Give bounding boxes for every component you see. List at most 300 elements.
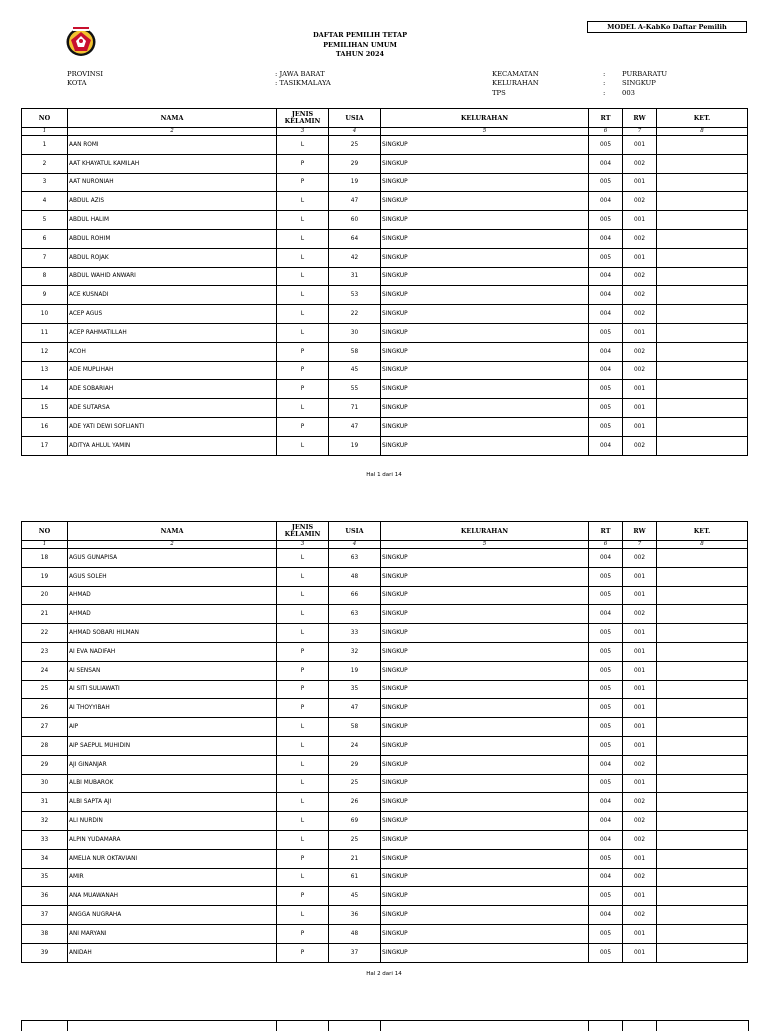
cell-rt: 004	[589, 286, 623, 305]
cell-ket	[657, 924, 748, 943]
cell-kelurahan: SINGKUP	[381, 342, 589, 361]
cell-rt: 005	[589, 887, 623, 906]
value-tps: 003	[622, 88, 635, 97]
cell-ket	[657, 624, 748, 643]
cell-rw: 001	[623, 248, 657, 267]
cell-no: 30	[22, 774, 68, 793]
table-row	[22, 549, 748, 568]
cell-ket	[657, 906, 748, 925]
cell-usia: 19	[329, 661, 381, 680]
cell-nama: ANI MARYANI	[68, 924, 277, 943]
cell-rt: 005	[589, 173, 623, 192]
cell-usia: 29	[329, 755, 381, 774]
table-row	[22, 887, 748, 906]
cell-nama: AI EVA NADIFAH	[68, 642, 277, 661]
cell-rt: 005	[589, 736, 623, 755]
cell-jenis-kelamin: L	[277, 248, 329, 267]
document-title	[260, 31, 460, 60]
cell-no: 28	[22, 736, 68, 755]
cell-rw: 001	[623, 699, 657, 718]
cell-ket	[657, 305, 748, 324]
cell-rt: 004	[589, 436, 623, 455]
cell-rw: 002	[623, 305, 657, 324]
column-index: 7	[623, 541, 657, 549]
value-provinsi: : JAWA BARAT	[275, 70, 325, 78]
cell-jenis-kelamin: L	[277, 624, 329, 643]
cell-ket	[657, 361, 748, 380]
cell-nama: ALBI SAPTA AJI	[68, 793, 277, 812]
cell-rw: 001	[623, 380, 657, 399]
cell-rw: 001	[623, 567, 657, 586]
cell-nama: AHMAD SOBARI HILMAN	[68, 624, 277, 643]
cell-kelurahan: SINGKUP	[381, 267, 589, 286]
cell-rt: 004	[589, 229, 623, 248]
cell-rt: 005	[589, 323, 623, 342]
table-row	[22, 661, 748, 680]
cell-rw: 002	[623, 436, 657, 455]
cell-rt: 004	[589, 361, 623, 380]
cell-usia: 22	[329, 305, 381, 324]
cell-jenis-kelamin: L	[277, 305, 329, 324]
cell-rw: 001	[623, 849, 657, 868]
cell-nama: AHMAD	[68, 586, 277, 605]
cell-nama: AIP	[68, 718, 277, 737]
title-line: TAHUN 2024	[335, 50, 385, 58]
colon: :	[603, 79, 606, 88]
cell-usia: 21	[329, 849, 381, 868]
cell-rw: 002	[623, 154, 657, 173]
cell-nama: AAN ROMI	[68, 136, 277, 155]
header-no: NO	[22, 522, 68, 541]
cell-nama: AIP SAEPUL MUHIDIN	[68, 736, 277, 755]
title-line: PEMILIHAN UMUM	[323, 40, 397, 49]
cell-rw: 002	[623, 793, 657, 812]
cell-rw: 001	[623, 680, 657, 699]
cell-ket	[657, 154, 748, 173]
cell-rt: 004	[589, 192, 623, 211]
cell-usia: 58	[329, 718, 381, 737]
cell-rt: 005	[589, 586, 623, 605]
cell-kelurahan: SINGKUP	[381, 680, 589, 699]
cell-jenis-kelamin: P	[277, 154, 329, 173]
cell-jenis-kelamin: L	[277, 605, 329, 624]
cell-jenis-kelamin: L	[277, 567, 329, 586]
cell-usia: 42	[329, 248, 381, 267]
table-row	[22, 605, 748, 624]
column-index: 7	[623, 128, 657, 136]
cell-rw: 002	[623, 361, 657, 380]
column-index: 5	[381, 541, 589, 549]
cell-rw: 001	[623, 173, 657, 192]
cell-kelurahan: SINGKUP	[381, 718, 589, 737]
cell-nama: ABDUL WAHID ANWARI	[68, 267, 277, 286]
table-row	[22, 924, 748, 943]
cell-kelurahan: SINGKUP	[381, 812, 589, 831]
cell-ket	[657, 943, 748, 962]
cell-no: 11	[22, 323, 68, 342]
cell-rw: 001	[623, 736, 657, 755]
cell-rt: 005	[589, 680, 623, 699]
page-footer: Hal 2 dari 14	[366, 971, 402, 977]
cell-kelurahan: SINGKUP	[381, 323, 589, 342]
model-label: MODEL A-KabKo Daftar Pemilih	[587, 21, 747, 33]
cell-rt: 005	[589, 624, 623, 643]
cell-no: 39	[22, 943, 68, 962]
cell-jenis-kelamin: L	[277, 868, 329, 887]
header-no: NO	[22, 109, 68, 128]
cell-rt: 005	[589, 211, 623, 230]
cell-nama: ABDUL ROJAK	[68, 248, 277, 267]
cell-kelurahan: SINGKUP	[381, 361, 589, 380]
cell-kelurahan: SINGKUP	[381, 173, 589, 192]
cell-usia: 32	[329, 642, 381, 661]
cell-nama: ADE SUTARSA	[68, 399, 277, 418]
cell-usia: 30	[329, 323, 381, 342]
table-row	[22, 305, 748, 324]
cell-ket	[657, 436, 748, 455]
cell-usia: 53	[329, 286, 381, 305]
header-kelamin: KELAMIN	[284, 117, 321, 125]
location-labels	[492, 70, 539, 98]
cell-ket	[657, 586, 748, 605]
cell-kelurahan: SINGKUP	[381, 736, 589, 755]
cell-no: 21	[22, 605, 68, 624]
cell-kelurahan: SINGKUP	[381, 661, 589, 680]
cell-usia: 63	[329, 549, 381, 568]
cell-ket	[657, 173, 748, 192]
table-row	[22, 323, 748, 342]
cell-jenis-kelamin: L	[277, 718, 329, 737]
cell-no: 32	[22, 812, 68, 831]
header-nama: NAMA	[68, 522, 277, 541]
cell-kelurahan: SINGKUP	[381, 774, 589, 793]
cell-jenis-kelamin: L	[277, 211, 329, 230]
column-index: 2	[68, 541, 277, 549]
cell-no: 25	[22, 680, 68, 699]
cell-kelurahan: SINGKUP	[381, 943, 589, 962]
cell-no: 35	[22, 868, 68, 887]
cell-jenis-kelamin: P	[277, 849, 329, 868]
header-jenis: JENIS	[291, 523, 314, 532]
cell-ket	[657, 323, 748, 342]
region-values	[275, 70, 331, 89]
header-jenis-kelamin	[277, 109, 329, 128]
cell-kelurahan: SINGKUP	[381, 793, 589, 812]
cell-rt: 004	[589, 549, 623, 568]
table-row	[22, 699, 748, 718]
cell-rt: 004	[589, 812, 623, 831]
table-row	[22, 849, 748, 868]
cell-nama: ACEP AGUS	[68, 305, 277, 324]
cell-rw: 001	[623, 943, 657, 962]
cell-rt: 004	[589, 342, 623, 361]
column-index: 4	[329, 541, 381, 549]
cell-rt: 004	[589, 793, 623, 812]
table-row	[22, 642, 748, 661]
cell-nama: ACE KUSNADI	[68, 286, 277, 305]
cell-rt: 005	[589, 661, 623, 680]
cell-nama: ABDUL AZIS	[68, 192, 277, 211]
cell-nama: ANIDAH	[68, 943, 277, 962]
header-rt: RT	[589, 522, 623, 541]
cell-nama: AI THOYYIBAH	[68, 699, 277, 718]
table-row	[22, 567, 748, 586]
header-kelurahan: KELURAHAN	[381, 109, 589, 128]
location-values	[622, 70, 667, 98]
cell-ket	[657, 793, 748, 812]
cell-rt: 004	[589, 830, 623, 849]
cell-rw: 002	[623, 830, 657, 849]
cell-rw: 001	[623, 718, 657, 737]
cell-no: 34	[22, 849, 68, 868]
cell-no: 13	[22, 361, 68, 380]
cell-no: 14	[22, 380, 68, 399]
cell-ket	[657, 680, 748, 699]
cell-no: 31	[22, 793, 68, 812]
cell-no: 20	[22, 586, 68, 605]
cell-kelurahan: SINGKUP	[381, 830, 589, 849]
column-index: 1	[22, 128, 68, 136]
table-row	[22, 812, 748, 831]
cell-jenis-kelamin: P	[277, 680, 329, 699]
cell-usia: 31	[329, 267, 381, 286]
cell-usia: 48	[329, 567, 381, 586]
cell-no: 3	[22, 173, 68, 192]
cell-rw: 001	[623, 661, 657, 680]
cell-no: 37	[22, 906, 68, 925]
cell-usia: 45	[329, 887, 381, 906]
label-provinsi: PROVINSI	[67, 70, 104, 78]
cell-usia: 45	[329, 361, 381, 380]
table-row	[22, 736, 748, 755]
table-row	[22, 154, 748, 173]
cell-nama: AGUS GUNAPISA	[68, 549, 277, 568]
cell-jenis-kelamin: L	[277, 267, 329, 286]
cell-ket	[657, 380, 748, 399]
cell-usia: 66	[329, 586, 381, 605]
cell-kelurahan: SINGKUP	[381, 286, 589, 305]
header-ket: KET.	[657, 522, 748, 541]
cell-rw: 001	[623, 136, 657, 155]
cell-rt: 004	[589, 906, 623, 925]
cell-nama: ADE MUPLIHAH	[68, 361, 277, 380]
cell-rw: 002	[623, 906, 657, 925]
cell-no: 27	[22, 718, 68, 737]
voter-table-page-2	[21, 521, 748, 963]
value-kota: : TASIKMALAYA	[275, 79, 331, 88]
column-index-row	[22, 541, 748, 549]
cell-rw: 002	[623, 286, 657, 305]
cell-jenis-kelamin: L	[277, 906, 329, 925]
cell-kelurahan: SINGKUP	[381, 924, 589, 943]
table-row	[22, 624, 748, 643]
cell-usia: 37	[329, 943, 381, 962]
cell-rt: 005	[589, 136, 623, 155]
cell-no: 16	[22, 417, 68, 436]
header-jenis-kelamin	[277, 522, 329, 541]
cell-kelurahan: SINGKUP	[381, 380, 589, 399]
cell-rw: 002	[623, 342, 657, 361]
cell-jenis-kelamin: P	[277, 924, 329, 943]
cell-rt: 005	[589, 399, 623, 418]
cell-no: 22	[22, 624, 68, 643]
cell-nama: AMIR	[68, 868, 277, 887]
cell-rw: 001	[623, 211, 657, 230]
cell-rw: 001	[623, 887, 657, 906]
table-row	[22, 774, 748, 793]
cell-kelurahan: SINGKUP	[381, 586, 589, 605]
cell-ket	[657, 192, 748, 211]
cell-jenis-kelamin: L	[277, 736, 329, 755]
cell-jenis-kelamin: P	[277, 417, 329, 436]
kpu-logo	[63, 25, 99, 57]
value-kecamatan: PURBARATU	[622, 70, 668, 78]
table-row	[22, 943, 748, 962]
table-row	[22, 793, 748, 812]
cell-kelurahan: SINGKUP	[381, 567, 589, 586]
cell-usia: 47	[329, 699, 381, 718]
cell-nama: ACOH	[68, 342, 277, 361]
column-index: 8	[657, 541, 748, 549]
location-colons	[603, 70, 605, 98]
cell-rw: 002	[623, 755, 657, 774]
column-index: 8	[657, 128, 748, 136]
cell-jenis-kelamin: L	[277, 812, 329, 831]
cell-nama: AJI GINANJAR	[68, 755, 277, 774]
cell-rw: 002	[623, 267, 657, 286]
table-row	[22, 248, 748, 267]
cell-rt: 005	[589, 248, 623, 267]
colon: :	[603, 70, 606, 78]
cell-usia: 47	[329, 417, 381, 436]
cell-rw: 001	[623, 586, 657, 605]
cell-usia: 25	[329, 830, 381, 849]
column-index: 4	[329, 128, 381, 136]
header-kelurahan: KELURAHAN	[381, 522, 589, 541]
cell-nama: ADITYA AHLUL YAMIN	[68, 436, 277, 455]
label-tps: TPS	[492, 88, 506, 97]
cell-rt: 005	[589, 849, 623, 868]
cell-usia: 60	[329, 211, 381, 230]
cell-ket	[657, 699, 748, 718]
cell-rw: 002	[623, 549, 657, 568]
header-nama: NAMA	[68, 109, 277, 128]
cell-kelurahan: SINGKUP	[381, 248, 589, 267]
column-index: 3	[277, 541, 329, 549]
header-rw: RW	[623, 109, 657, 128]
cell-kelurahan: SINGKUP	[381, 229, 589, 248]
cell-usia: 71	[329, 399, 381, 418]
table-row	[22, 211, 748, 230]
cell-nama: ANGGA NUGRAHA	[68, 906, 277, 925]
cell-no: 17	[22, 436, 68, 455]
cell-no: 10	[22, 305, 68, 324]
table-row	[22, 436, 748, 455]
cell-rt: 005	[589, 380, 623, 399]
cell-ket	[657, 887, 748, 906]
table-row	[22, 680, 748, 699]
table-row	[22, 192, 748, 211]
table-header-row	[22, 522, 748, 541]
cell-usia: 19	[329, 436, 381, 455]
cell-usia: 29	[329, 154, 381, 173]
table-row	[22, 173, 748, 192]
cell-ket	[657, 286, 748, 305]
cell-jenis-kelamin: L	[277, 323, 329, 342]
cell-jenis-kelamin: P	[277, 887, 329, 906]
cell-rt: 004	[589, 267, 623, 286]
cell-kelurahan: SINGKUP	[381, 642, 589, 661]
cell-usia: 26	[329, 793, 381, 812]
cell-usia: 25	[329, 136, 381, 155]
cell-jenis-kelamin: P	[277, 173, 329, 192]
cell-jenis-kelamin: P	[277, 361, 329, 380]
cell-ket	[657, 136, 748, 155]
cell-usia: 61	[329, 868, 381, 887]
cell-no: 38	[22, 924, 68, 943]
header-usia: USIA	[329, 109, 381, 128]
cell-usia: 33	[329, 624, 381, 643]
cell-jenis-kelamin: P	[277, 661, 329, 680]
cell-rt: 004	[589, 868, 623, 887]
cell-ket	[657, 755, 748, 774]
cell-jenis-kelamin: P	[277, 342, 329, 361]
table-row	[22, 380, 748, 399]
cell-rt: 004	[589, 755, 623, 774]
cell-ket	[657, 342, 748, 361]
cell-no: 18	[22, 549, 68, 568]
cell-nama: ABDUL HALIM	[68, 211, 277, 230]
cell-usia: 19	[329, 173, 381, 192]
cell-jenis-kelamin: L	[277, 192, 329, 211]
cell-kelurahan: SINGKUP	[381, 136, 589, 155]
cell-nama: ANA MUAWANAH	[68, 887, 277, 906]
cell-nama: AMELIA NUR OKTAVIANI	[68, 849, 277, 868]
cell-no: 15	[22, 399, 68, 418]
cell-no: 5	[22, 211, 68, 230]
cell-no: 6	[22, 229, 68, 248]
cell-kelurahan: SINGKUP	[381, 399, 589, 418]
cell-kelurahan: SINGKUP	[381, 605, 589, 624]
cell-kelurahan: SINGKUP	[381, 868, 589, 887]
cell-rw: 001	[623, 399, 657, 418]
cell-kelurahan: SINGKUP	[381, 549, 589, 568]
cell-nama: ADE SOBARIAH	[68, 380, 277, 399]
column-index: 6	[589, 128, 623, 136]
cell-ket	[657, 868, 748, 887]
cell-rt: 005	[589, 718, 623, 737]
cell-no: 7	[22, 248, 68, 267]
cell-nama: ACEP RAHMATILLAH	[68, 323, 277, 342]
cell-rt: 005	[589, 417, 623, 436]
colon: :	[603, 88, 606, 97]
cell-usia: 63	[329, 605, 381, 624]
cell-jenis-kelamin: P	[277, 380, 329, 399]
cell-nama: AAT KHAYATUL KAMILAH	[68, 154, 277, 173]
table-body-page-2	[22, 549, 748, 963]
header-ket: KET.	[657, 109, 748, 128]
cell-kelurahan: SINGKUP	[381, 211, 589, 230]
cell-rw: 001	[623, 642, 657, 661]
cell-ket	[657, 417, 748, 436]
cell-ket	[657, 248, 748, 267]
cell-no: 12	[22, 342, 68, 361]
table-row	[22, 586, 748, 605]
cell-usia: 35	[329, 680, 381, 699]
table-row	[22, 286, 748, 305]
cell-usia: 47	[329, 192, 381, 211]
cell-jenis-kelamin: L	[277, 586, 329, 605]
